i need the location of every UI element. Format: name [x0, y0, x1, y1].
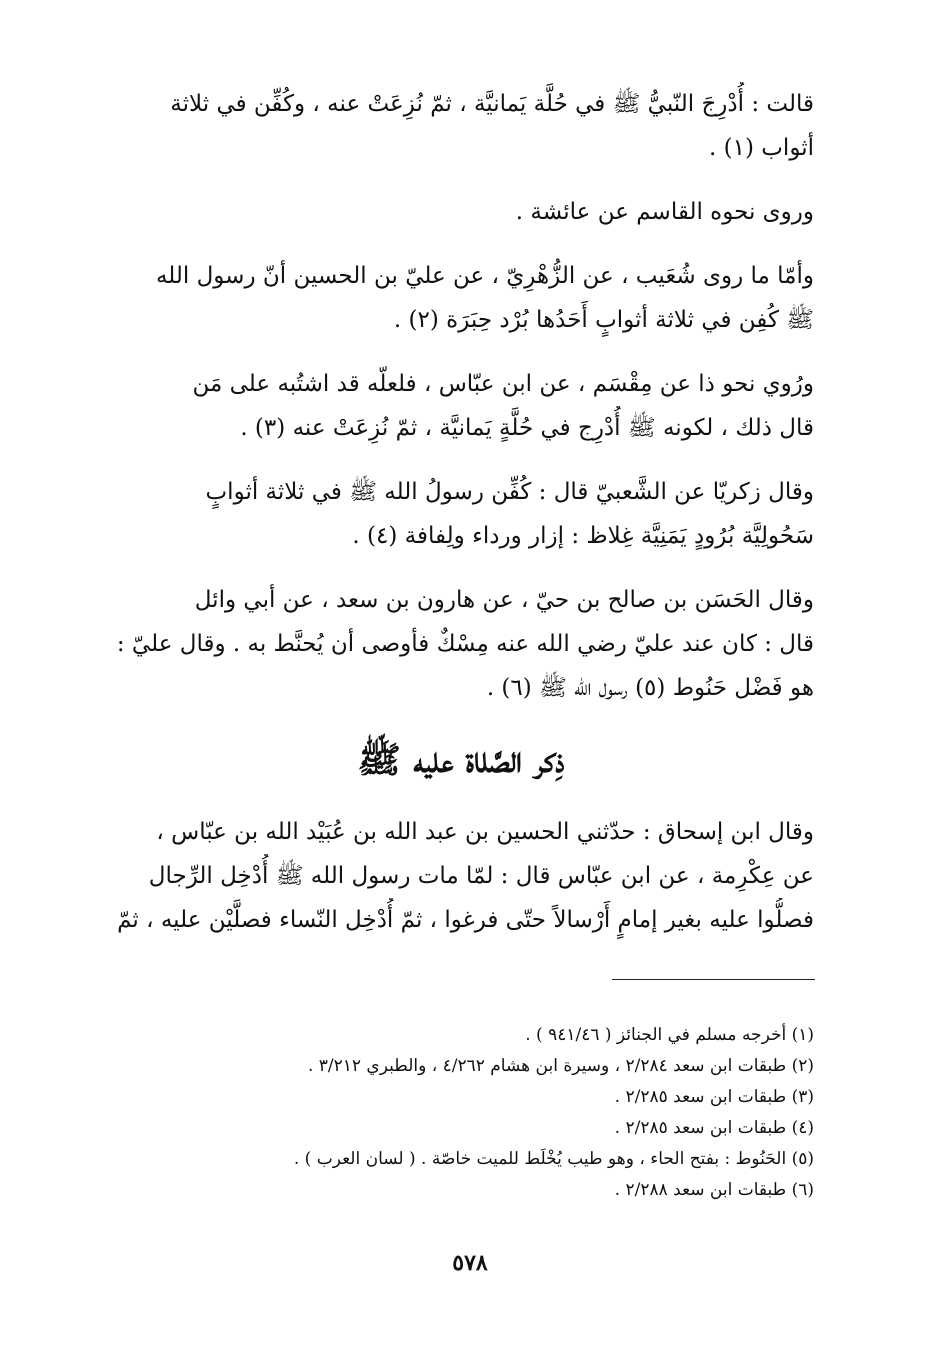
paragraph-5 [108, 470, 814, 558]
text-line: ورُوي نحو ذا عن مِقْسَم ، عن ابن عبّاس ، فلعلّه قد اشتُبه على مَن [192, 371, 814, 397]
text-line: وقال الحَسَن بن صالح بن حيّ ، عن هارون بن سعد ، عن أبي وائل [194, 587, 814, 613]
text-line: قال : كان عند عليّ رضي الله عنه مِسْكٌ فأوصى أن يُحنَّط به . وقال عليّ : [116, 631, 814, 657]
paragraph-2 [108, 190, 814, 234]
footnote-4: (٤) طبقات ابن سعد ٢/٢٨٥ . [614, 1118, 814, 1138]
page-number: ٥٧٨ [452, 1250, 488, 1276]
text-line: وأمّا ما روى شُعَيب ، عن الزُّهْرِيّ ، عن عليّ بن الحسين أنّ رسول الله [155, 263, 814, 289]
paragraph-6 [108, 578, 814, 710]
text-line: سَحُولِيَّة بُرُودٍ يَمَنِيَّة غِلاظ : إزار ورداء ولِفافة (٤) . [352, 523, 814, 549]
footnote-1: (١) أخرجه مسلم في الجنائز ( ٩٤١/٤٦ ) . [525, 1025, 814, 1045]
text-line: وقال زكريّا عن الشَّعبيّ قال : كُفِّن رسولُ الله ﷺ في ثلاثة أثوابٍ [205, 479, 814, 505]
paragraph-1 [108, 82, 814, 170]
text-line: هو فَضْل حَنُوط (٥) رسول الله ﷺ (٦) . [486, 675, 814, 701]
text-line: قال ذلك ، لكونه ﷺ أُدْرِج في حُلَّةٍ يَمانيَّة ، ثمّ نُزِعَتْ عنه (٣) . [240, 415, 814, 441]
text-line: وقال ابن إسحاق : حدّثني الحسين بن عبد الله بن عُبَيْد الله بن عبّاس ، [156, 819, 814, 845]
paragraph-4 [108, 362, 814, 450]
main-text [108, 82, 814, 962]
text-line: أثواب (١) . [709, 135, 814, 161]
footnote-6: (٦) طبقات ابن سعد ٢/٢٨٨ . [614, 1180, 814, 1200]
text-line: عن عِكْرِمة ، عن ابن عبّاس قال : لمّا مات رسول الله ﷺ أُدْخِل الرِّجال [148, 863, 814, 889]
text-line: ﷺ كُفِن في ثلاثة أثوابٍ أَحَدُها بُرْد حِبَرَة (٢) . [393, 307, 814, 333]
paragraph-3 [108, 254, 814, 342]
text-line: وروى نحوه القاسم عن عائشة . [515, 199, 814, 225]
paragraph-7 [108, 810, 814, 942]
footnotes [108, 1020, 814, 1206]
footnote-5: (٥) الحَنُوط : بفتح الحاء ، وهو طيب يُخْلَط للميت خاصّة . ( لسان العرب ) . [293, 1149, 814, 1169]
footnote-3: (٣) طبقات ابن سعد ٢/٢٨٥ . [614, 1087, 814, 1107]
text-line: فصلُّوا عليه بغير إمامٍ أَرْسالاً حتّى فرغوا ، ثمّ أُدْخِل النّساء فصلَّيْن عليه ، ثمّ [117, 907, 814, 933]
footnote-separator [612, 979, 815, 980]
footnote-2: (٢) طبقات ابن سعد ٢/٢٨٤ ، وسيرة ابن هشام ٤/٢٦٢ ، والطبري ٣/٢١٢ . [307, 1056, 814, 1076]
section-heading: ذِكر الصَّلاة عليه ﷺ [357, 739, 565, 781]
text-line: قالت : أُدْرِجَ النّبيُّ ﷺ في حُلَّة يَمانيَّة ، ثمّ نُزِعَتْ عنه ، وكُفِّن في ثلاثة [170, 91, 814, 117]
